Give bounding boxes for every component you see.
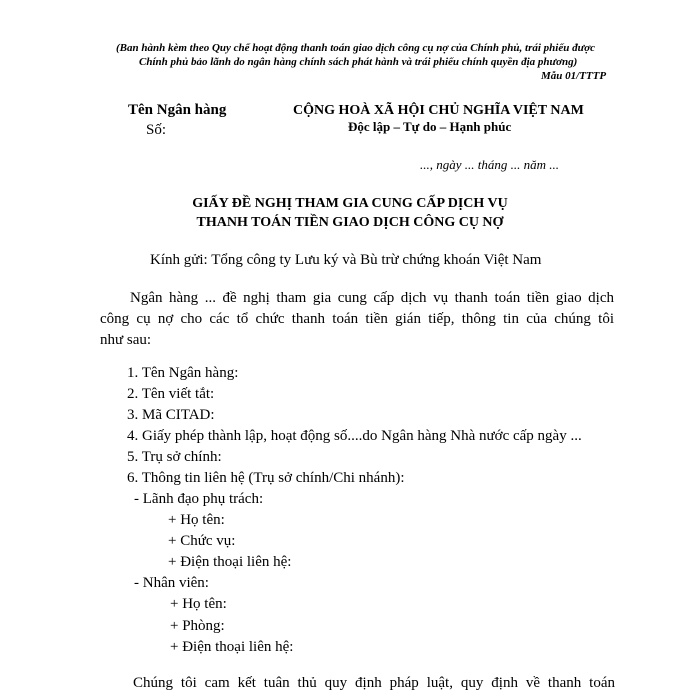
intro-line3: như sau: [100,332,152,348]
leader-position: + Chức vụ: [168,533,236,549]
item-contact-info: 6. Thông tin liên hệ (Trụ sở chính/Chi nhánh): [127,470,405,486]
addressee: Kính gửi: Tổng công ty Lưu ký và Bù trừ chứng khoán Việt Nam [150,252,542,268]
intro-line1: Ngân hàng ... đề nghị tham gia cung cấp dịch vụ thanh toán tiền giao dịch [130,290,614,306]
item-citad-code: 3. Mã CITAD: [127,407,215,423]
staff-name: + Họ tên: [170,596,227,612]
staff-department: + Phòng: [170,618,225,634]
leader-heading: - Lãnh đạo phụ trách: [134,491,264,507]
leader-phone: + Điện thoại liên hệ: [168,554,292,570]
commitment-line1: Chúng tôi cam kết tuân thủ quy định pháp luật, quy định về thanh toán [133,675,615,691]
item-short-name: 2. Tên viết tắt: [127,386,215,402]
form-code: Mẫu 01/TTTP [541,70,607,82]
document-title-line2: THANH TOÁN TIỀN GIAO DỊCH CÔNG CỤ NỢ [196,215,504,230]
sender-bank-name: Tên Ngân hàng [128,102,227,118]
header-note-line1: (Ban hành kèm theo Quy chế hoạt động thanh toán giao dịch công cụ nợ của Chính phủ, trái phiếu được [116,42,595,54]
document-title-line1: GIẤY ĐỀ NGHỊ THAM GIA CUNG CẤP DỊCH VỤ [192,196,508,211]
staff-heading: - Nhân viên: [134,575,209,591]
header-note-line2: Chính phủ bảo lãnh do ngân hàng chính sách phát hành và trái phiếu chính quyền địa phương) [139,56,578,68]
document-number-label: Số: [146,122,167,138]
item-bank-name: 1. Tên Ngân hàng: [127,365,239,381]
item-license: 4. Giấy phép thành lập, hoạt động số....do Ngân hàng Nhà nước cấp ngày ... [127,428,582,444]
staff-phone: + Điện thoại liên hệ: [170,639,294,655]
national-header-title: CỘNG HOÀ XÃ HỘI CHỦ NGHĨA VIỆT NAM [293,103,584,118]
item-head-office: 5. Trụ sở chính: [127,449,222,465]
date-line: ..., ngày ... tháng ... năm ... [420,157,560,172]
leader-name: + Họ tên: [168,512,225,528]
intro-line2: công cụ nợ cho các tổ chức thanh toán tiền gián tiếp, thông tin của chúng tôi [100,311,614,327]
national-motto: Độc lập – Tự do – Hạnh phúc [348,119,512,134]
